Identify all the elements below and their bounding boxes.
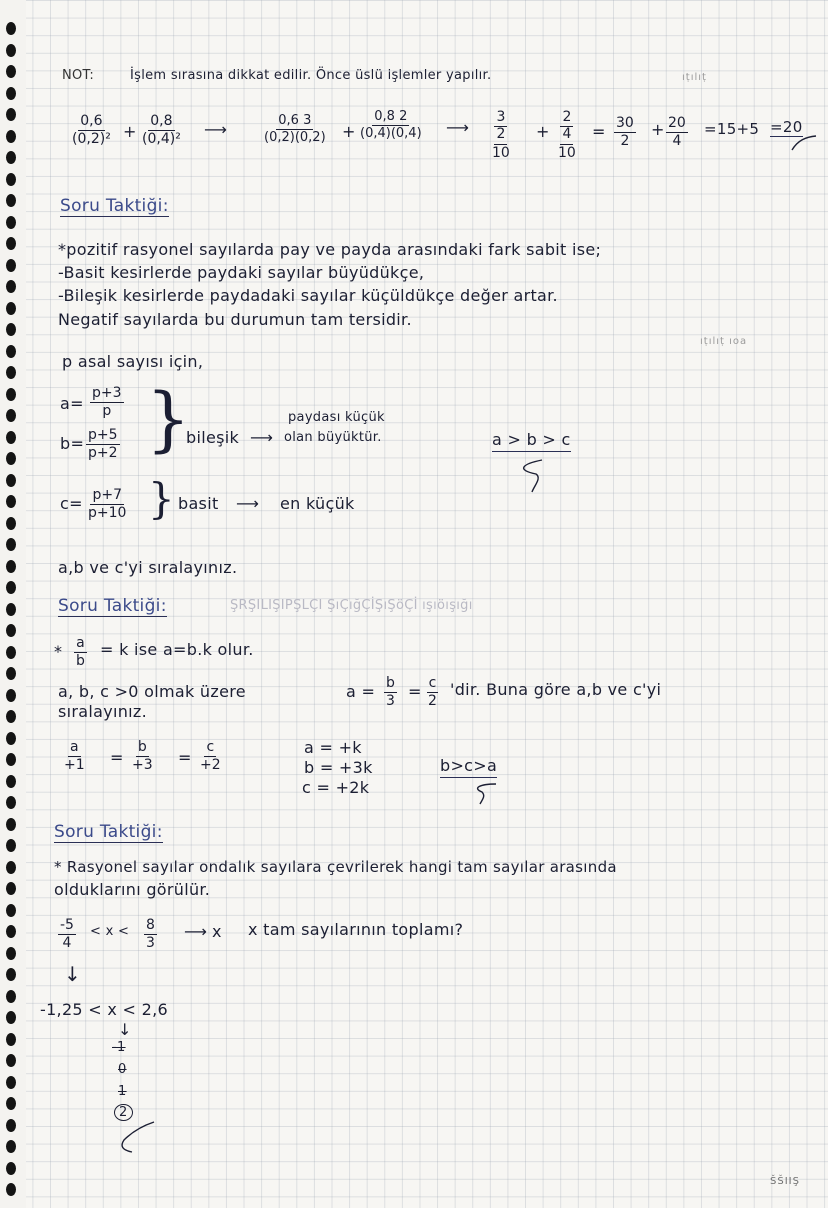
spiral-hole <box>6 968 16 981</box>
ratio-f1-den: +1 <box>64 757 85 774</box>
order-check-icon <box>512 456 552 496</box>
ineq-mid: < x < <box>90 924 130 939</box>
spiral-hole <box>6 517 16 530</box>
spiral-hole <box>6 818 16 831</box>
bilesik-label: bileşik <box>186 428 240 447</box>
spiral-hole <box>6 560 16 573</box>
ratio-f3-num: c <box>204 740 216 757</box>
ratio-equals-1: = <box>110 748 124 767</box>
spiral-hole <box>6 237 16 250</box>
section1-line4: Negatif sayılarda bu durumun tam tersidir. <box>58 310 412 329</box>
expr-fraction-5 <box>490 110 512 161</box>
spiral-hole <box>6 710 16 723</box>
rule-fraction <box>74 636 87 670</box>
section1-line1: *pozitif rasyonel sayılarda pay ve payda arasındaki fark sabit ise; <box>58 240 602 259</box>
spiral-hole <box>6 603 16 616</box>
step-2: 0 <box>118 1062 127 1077</box>
section2-title: Soru Taktiği: <box>58 596 167 616</box>
expr-f5-num: 3 <box>494 110 507 127</box>
footer-mark: ŠŠIIŞ <box>770 1176 800 1187</box>
spiral-hole <box>6 151 16 164</box>
expr-fraction-1 <box>70 114 113 148</box>
spiral-hole <box>6 1162 16 1175</box>
given-f1-den: 3 <box>386 693 395 710</box>
expr-f5-den: 10 <box>492 144 510 161</box>
ratio-f2-den: +3 <box>132 757 153 774</box>
spiral-hole <box>6 947 16 960</box>
expr-f1-num: 0,6 <box>78 114 104 131</box>
expr-f3-den: (0,2)(0,2) <box>264 130 326 146</box>
expr-f5-mid: 2 <box>494 127 507 144</box>
section3-line1: * Rasyonel sayılar ondalık sayılara çevrilerek hangi tam sayılar arasında <box>54 858 617 876</box>
cond-text: a, b, c >0 olmak üzere <box>58 682 246 701</box>
spiral-hole <box>6 495 16 508</box>
expr-f4-num: 0,8 2 <box>372 110 409 126</box>
spiral-hole <box>6 44 16 57</box>
spiral-hole <box>6 1097 16 1110</box>
spiral-hole <box>6 538 16 551</box>
step-3: 1 <box>118 1084 127 1099</box>
bilesik-brace-icon: } <box>146 378 191 460</box>
spiral-hole <box>6 302 16 315</box>
expr-plus-3: + <box>536 122 550 141</box>
sol-b: b = +3k <box>304 758 373 777</box>
spiral-hole <box>6 796 16 809</box>
expr-f7-den: 2 <box>620 133 630 150</box>
payda-note-2: olan büyüktür. <box>284 430 382 445</box>
spiral-hole <box>6 882 16 895</box>
spiral-hole <box>6 1140 16 1153</box>
spiral-hole <box>6 366 16 379</box>
spiral-hole <box>6 216 16 229</box>
expr-plus-2: + <box>342 122 356 141</box>
b-fraction <box>86 428 120 462</box>
ineq-fraction-1 <box>58 918 76 952</box>
spiral-hole <box>6 904 16 917</box>
ineq-den1: 4 <box>62 935 72 952</box>
spiral-hole <box>6 474 16 487</box>
spiral-hole <box>6 861 16 874</box>
ineq-arrow-icon: ⟶ x <box>184 922 222 941</box>
expr-fraction-6 <box>556 110 578 161</box>
section3-title: Soru Taktiği: <box>54 822 163 842</box>
c-num: p+7 <box>90 488 124 505</box>
payda-note-1: paydası küçük <box>288 410 385 425</box>
a-num: p+3 <box>90 386 124 403</box>
spiral-hole <box>6 1054 16 1067</box>
ineq-fraction-2 <box>144 918 157 952</box>
spiral-hole <box>6 87 16 100</box>
sol-a: a = +k <box>304 738 362 757</box>
spiral-hole <box>6 990 16 1003</box>
spiral-hole <box>6 581 16 594</box>
spiral-hole <box>6 173 16 186</box>
spiral-hole <box>6 130 16 143</box>
given-f2-den: 2 <box>428 693 437 710</box>
expr-check-icon <box>790 134 820 154</box>
bilesik-arrow-icon: ⟶ <box>250 428 273 447</box>
spiral-hole <box>6 345 16 358</box>
section3-line2: olduklarını görülür. <box>54 880 211 899</box>
ratio-fraction-2 <box>130 740 155 774</box>
spiral-hole <box>6 1183 16 1196</box>
note-text: İşlem sırasına dikkat edilir. Önce üslü işlemler yapılır. <box>130 68 492 83</box>
given-fraction-2 <box>426 676 439 710</box>
spiral-hole <box>6 108 16 121</box>
expr-fraction-7 <box>614 116 636 150</box>
spiral-hole <box>6 732 16 745</box>
ratio-fraction-1 <box>62 740 87 774</box>
expr-f6-num: 2 <box>560 110 573 127</box>
section1-line3: -Bileşik kesirlerde paydadaki sayılar küçüldükçe değer artar. <box>58 286 558 305</box>
a-label: a= <box>60 394 84 413</box>
spiral-binding <box>0 0 26 1208</box>
spiral-hole <box>6 22 16 35</box>
expr-result: =15+5 <box>704 120 760 138</box>
spiral-hole <box>6 1119 16 1132</box>
spiral-hole <box>6 280 16 293</box>
spiral-hole <box>6 667 16 680</box>
order-result: a > b > c <box>492 430 571 452</box>
a-fraction <box>90 386 124 420</box>
section2-answer: b>c>a <box>440 756 497 778</box>
section2-ghost-text: ŞRŞILIŞIPŞLÇI ŞıÇığÇİŞıŞöÇİ ışıöışığı <box>230 598 473 613</box>
c-den: p+10 <box>88 505 127 522</box>
sol-c: c = +2k <box>302 778 370 797</box>
basit-brace-icon: } <box>148 474 175 523</box>
given-fraction-1 <box>384 676 397 710</box>
step-1: -1 <box>112 1040 126 1055</box>
c-label: c= <box>60 494 83 513</box>
expr-f8-num: 20 <box>666 116 688 133</box>
expr-f8-den: 4 <box>672 133 682 150</box>
ratio-f3-den: +2 <box>200 757 221 774</box>
spiral-hole <box>6 839 16 852</box>
expr-plus-4: + <box>651 120 665 139</box>
ineq-num2: 8 <box>144 918 157 935</box>
a-den: p <box>102 403 112 420</box>
b-num: p+5 <box>86 428 120 445</box>
expr-fraction-3 <box>262 114 328 146</box>
ratio-equals-2: = <box>178 748 192 767</box>
section1-title: Soru Taktiği: <box>60 196 169 216</box>
decimal-range: -1,25 < x < 2,6 <box>40 1000 168 1019</box>
spiral-hole <box>6 925 16 938</box>
section3-answer: 2 <box>114 1104 133 1121</box>
expr-f7-num: 30 <box>614 116 636 133</box>
section2-check-icon <box>462 780 502 806</box>
ratio-f1-num: a <box>68 740 81 757</box>
basit-label: basit <box>178 494 219 513</box>
spiral-hole <box>6 388 16 401</box>
b-label: b= <box>60 434 85 453</box>
spiral-hole <box>6 431 16 444</box>
down-arrow-2-icon: ↓ <box>118 1020 132 1039</box>
rule-star-icon: * <box>54 642 63 661</box>
expr-arrow-2-icon: ⟶ <box>446 118 469 137</box>
spiral-hole <box>6 409 16 422</box>
section1-line2: -Basit kesirlerde paydaki sayılar büyüdükçe, <box>58 263 425 282</box>
expr-f4-den: (0,4)(0,4) <box>360 126 422 142</box>
p-prime-text: p asal sayısı için, <box>62 352 204 371</box>
spiral-hole <box>6 323 16 336</box>
given-f1-num: b <box>384 676 397 693</box>
given-label: a = <box>346 682 376 701</box>
expr-fraction-8 <box>666 116 688 150</box>
expr-f6-den: 10 <box>558 144 576 161</box>
spiral-hole <box>6 646 16 659</box>
b-den: p+2 <box>88 445 118 462</box>
section1-question: a,b ve c'yi sıralayınız. <box>58 558 238 577</box>
expr-fraction-2 <box>140 114 183 148</box>
spiral-hole <box>6 1033 16 1046</box>
down-arrow-icon: ↓ <box>64 962 81 986</box>
siralayiniz-text: sıralayınız. <box>58 702 147 721</box>
spiral-hole <box>6 1011 16 1024</box>
spiral-hole <box>6 452 16 465</box>
en-kucuk-label: en küçük <box>280 494 355 513</box>
given-text: 'dir. Buna göre a,b ve c'yi <box>450 680 662 699</box>
spiral-hole <box>6 624 16 637</box>
expr-plus-1: + <box>123 122 137 141</box>
ratio-fraction-3 <box>198 740 223 774</box>
c-fraction <box>86 488 128 522</box>
expr-final: =20 <box>770 118 803 136</box>
expr-f6-mid: 4 <box>560 127 573 144</box>
expr-equals: = <box>592 122 606 141</box>
rule-num: a <box>74 636 87 653</box>
section3-question: x tam sayılarının toplamı? <box>248 920 464 939</box>
note-label: NOT: <box>62 68 95 83</box>
expr-f2-den: (0,4)² <box>142 131 181 148</box>
ineq-num1: -5 <box>58 918 76 935</box>
basit-arrow-icon: ⟶ <box>236 494 259 513</box>
spiral-hole <box>6 194 16 207</box>
ratio-f2-num: b <box>136 740 149 757</box>
spiral-hole <box>6 259 16 272</box>
rule-text: = k ise a=b.k olur. <box>100 640 254 659</box>
expr-fraction-4 <box>358 110 424 142</box>
rule-den: b <box>76 653 85 670</box>
spiral-hole <box>6 753 16 766</box>
expr-f1-den: (0,2)² <box>72 131 111 148</box>
spiral-hole <box>6 65 16 78</box>
spiral-hole <box>6 775 16 788</box>
section3-check-icon <box>112 1118 162 1158</box>
given-equals: = <box>408 682 422 701</box>
expr-arrow-1-icon: ⟶ <box>204 120 227 139</box>
ineq-den2: 3 <box>146 935 155 952</box>
given-f2-num: c <box>427 676 439 693</box>
spiral-hole <box>6 1076 16 1089</box>
expr-f2-num: 0,8 <box>148 114 174 131</box>
section1-corner-mark: ıṭılıṭ ıoa <box>700 336 748 347</box>
spiral-hole <box>6 689 16 702</box>
note-corner-mark: ıṭılıṭ <box>682 72 707 83</box>
expr-f3-num: 0,6 3 <box>276 114 313 130</box>
